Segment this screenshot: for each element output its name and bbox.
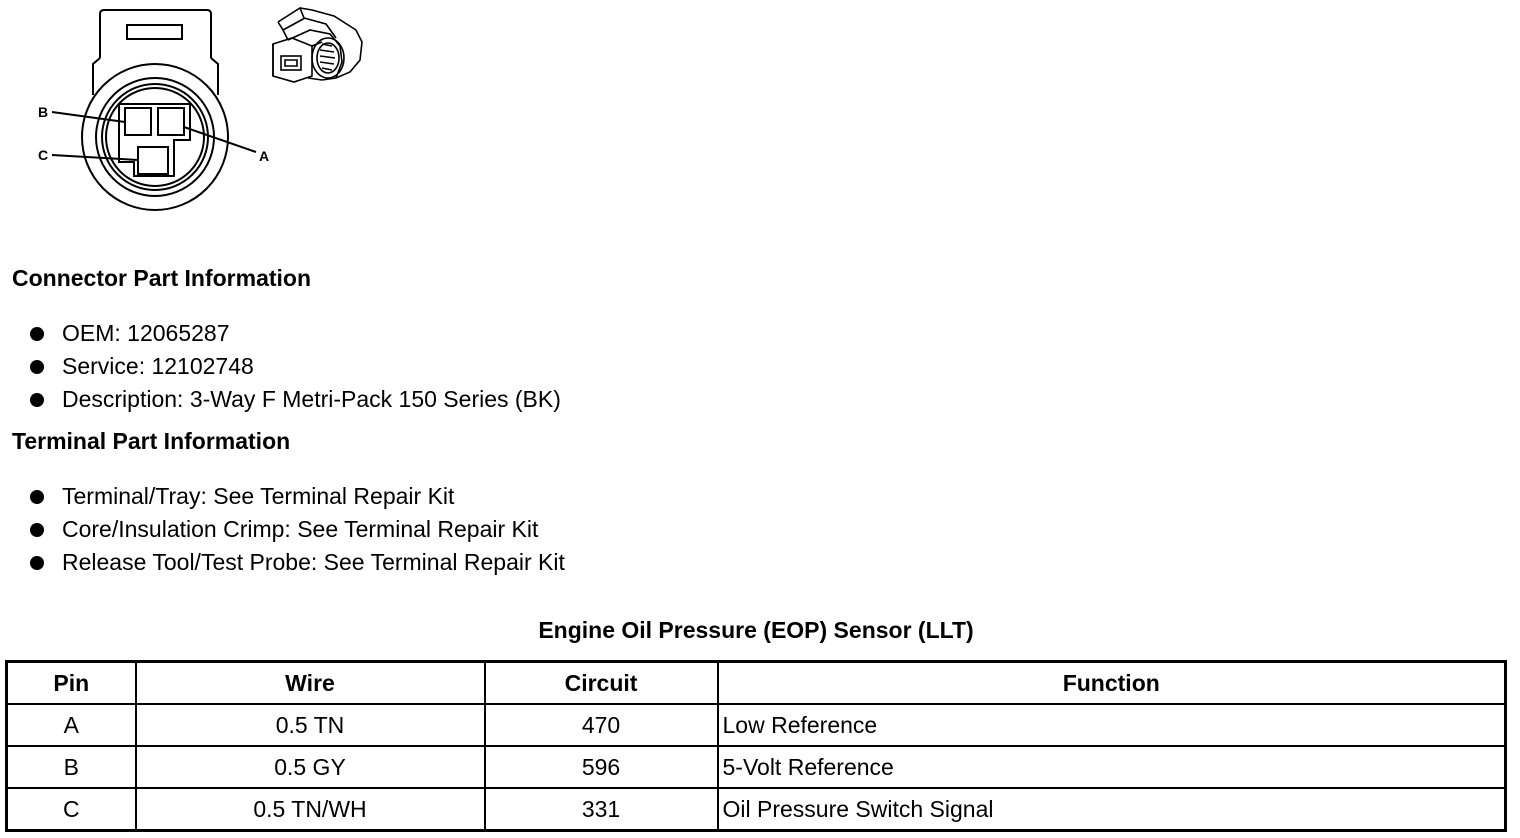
pin-label-b: B bbox=[38, 104, 49, 120]
bullet-icon bbox=[30, 360, 44, 374]
terminal-tray-info: Terminal/Tray: See Terminal Repair Kit bbox=[62, 483, 455, 509]
bullet-icon bbox=[30, 523, 44, 537]
cell-pin: B bbox=[7, 746, 136, 788]
cell-function: 5-Volt Reference bbox=[718, 746, 1506, 788]
table-title: Engine Oil Pressure (EOP) Sensor (LLT) bbox=[538, 617, 974, 643]
core-insulation-crimp-info: Core/Insulation Crimp: See Terminal Repair Kit bbox=[62, 516, 539, 542]
table-row bbox=[7, 704, 1506, 746]
bullet-icon bbox=[30, 490, 44, 504]
bullet-icon bbox=[30, 327, 44, 341]
cell-wire: 0.5 TN bbox=[136, 704, 485, 746]
terminal-part-info-list bbox=[30, 480, 565, 579]
pin-b-cavity bbox=[125, 108, 151, 135]
connector-part-info-list bbox=[30, 317, 561, 416]
cell-circuit: 470 bbox=[485, 704, 718, 746]
connector-isometric-illustration bbox=[273, 8, 362, 82]
cavity-outline bbox=[119, 104, 190, 176]
header-wire: Wire bbox=[136, 662, 485, 705]
list-item bbox=[30, 546, 565, 579]
header-circuit: Circuit bbox=[485, 662, 718, 705]
pin-b-leader bbox=[52, 112, 125, 122]
list-item bbox=[30, 513, 565, 546]
header-function: Function bbox=[718, 662, 1506, 705]
list-item bbox=[30, 350, 561, 383]
terminal-part-info-heading: Terminal Part Information bbox=[12, 428, 291, 454]
pin-c-cavity bbox=[138, 147, 168, 174]
service-part-number: Service: 12102748 bbox=[62, 353, 254, 379]
cell-wire: 0.5 GY bbox=[136, 746, 485, 788]
oem-part-number: OEM: 12065287 bbox=[62, 320, 230, 346]
header-pin: Pin bbox=[7, 662, 136, 705]
cell-pin: A bbox=[7, 704, 136, 746]
list-item bbox=[30, 480, 565, 513]
connector-diagram bbox=[0, 0, 380, 220]
cell-circuit: 331 bbox=[485, 788, 718, 831]
table-row bbox=[7, 788, 1506, 831]
pin-label-c: C bbox=[38, 147, 49, 163]
connector-latch-housing bbox=[93, 10, 218, 95]
list-item bbox=[30, 383, 561, 416]
pin-a-cavity bbox=[158, 108, 184, 135]
cell-pin: C bbox=[7, 788, 136, 831]
connector-part-info-heading: Connector Part Information bbox=[12, 265, 312, 291]
pin-label-a: A bbox=[259, 148, 270, 164]
connector-description: Description: 3-Way F Metri-Pack 150 Series (BK) bbox=[62, 386, 561, 412]
pin-a-leader bbox=[184, 127, 256, 152]
table-header-row bbox=[7, 662, 1506, 705]
pin-c-leader bbox=[52, 155, 138, 160]
table-row bbox=[7, 746, 1506, 788]
cell-function: Oil Pressure Switch Signal bbox=[718, 788, 1506, 831]
list-item bbox=[30, 317, 561, 350]
pin-function-table bbox=[5, 660, 1507, 832]
cell-function: Low Reference bbox=[718, 704, 1506, 746]
release-tool-info: Release Tool/Test Probe: See Terminal Repair Kit bbox=[62, 549, 565, 575]
cell-wire: 0.5 TN/WH bbox=[136, 788, 485, 831]
bullet-icon bbox=[30, 556, 44, 570]
bullet-icon bbox=[30, 393, 44, 407]
cell-circuit: 596 bbox=[485, 746, 718, 788]
connector-face bbox=[82, 64, 228, 210]
